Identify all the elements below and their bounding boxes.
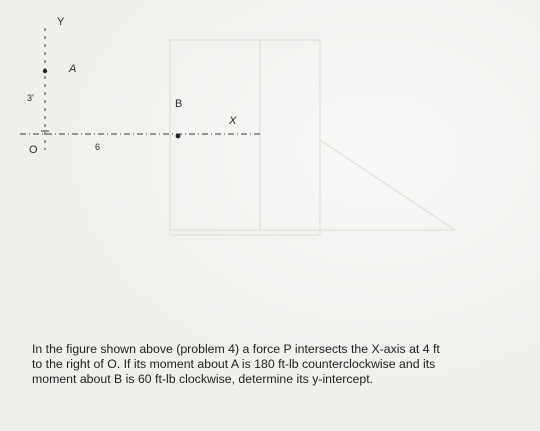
vertical-dimension-label: 3' (27, 93, 34, 103)
point-a-marker (43, 69, 47, 73)
point-a-label: A (69, 63, 77, 75)
bleed-through-shapes (170, 40, 455, 235)
horizontal-dimension-label: 6 (95, 142, 101, 152)
point-b-marker (176, 134, 181, 139)
x-axis-label: X (229, 115, 237, 127)
problem-line-1: In the figure shown above (problem 4) a force P intersects the X-axis at 4 ft (32, 342, 440, 356)
problem-line-2: to the right of O. If its moment about A is 180 ft-lb counterclockwise and its (32, 357, 436, 371)
origin-label: O (29, 144, 38, 156)
faint-diagonal (320, 140, 455, 230)
point-b-label: B (175, 98, 183, 110)
y-axis-label: Y (57, 16, 65, 28)
faint-rectangle (170, 40, 320, 235)
problem-line-3: moment about B is 60 ft-lb clockwise, determine its y-intercept. (32, 372, 374, 386)
problem-statement (32, 342, 532, 387)
